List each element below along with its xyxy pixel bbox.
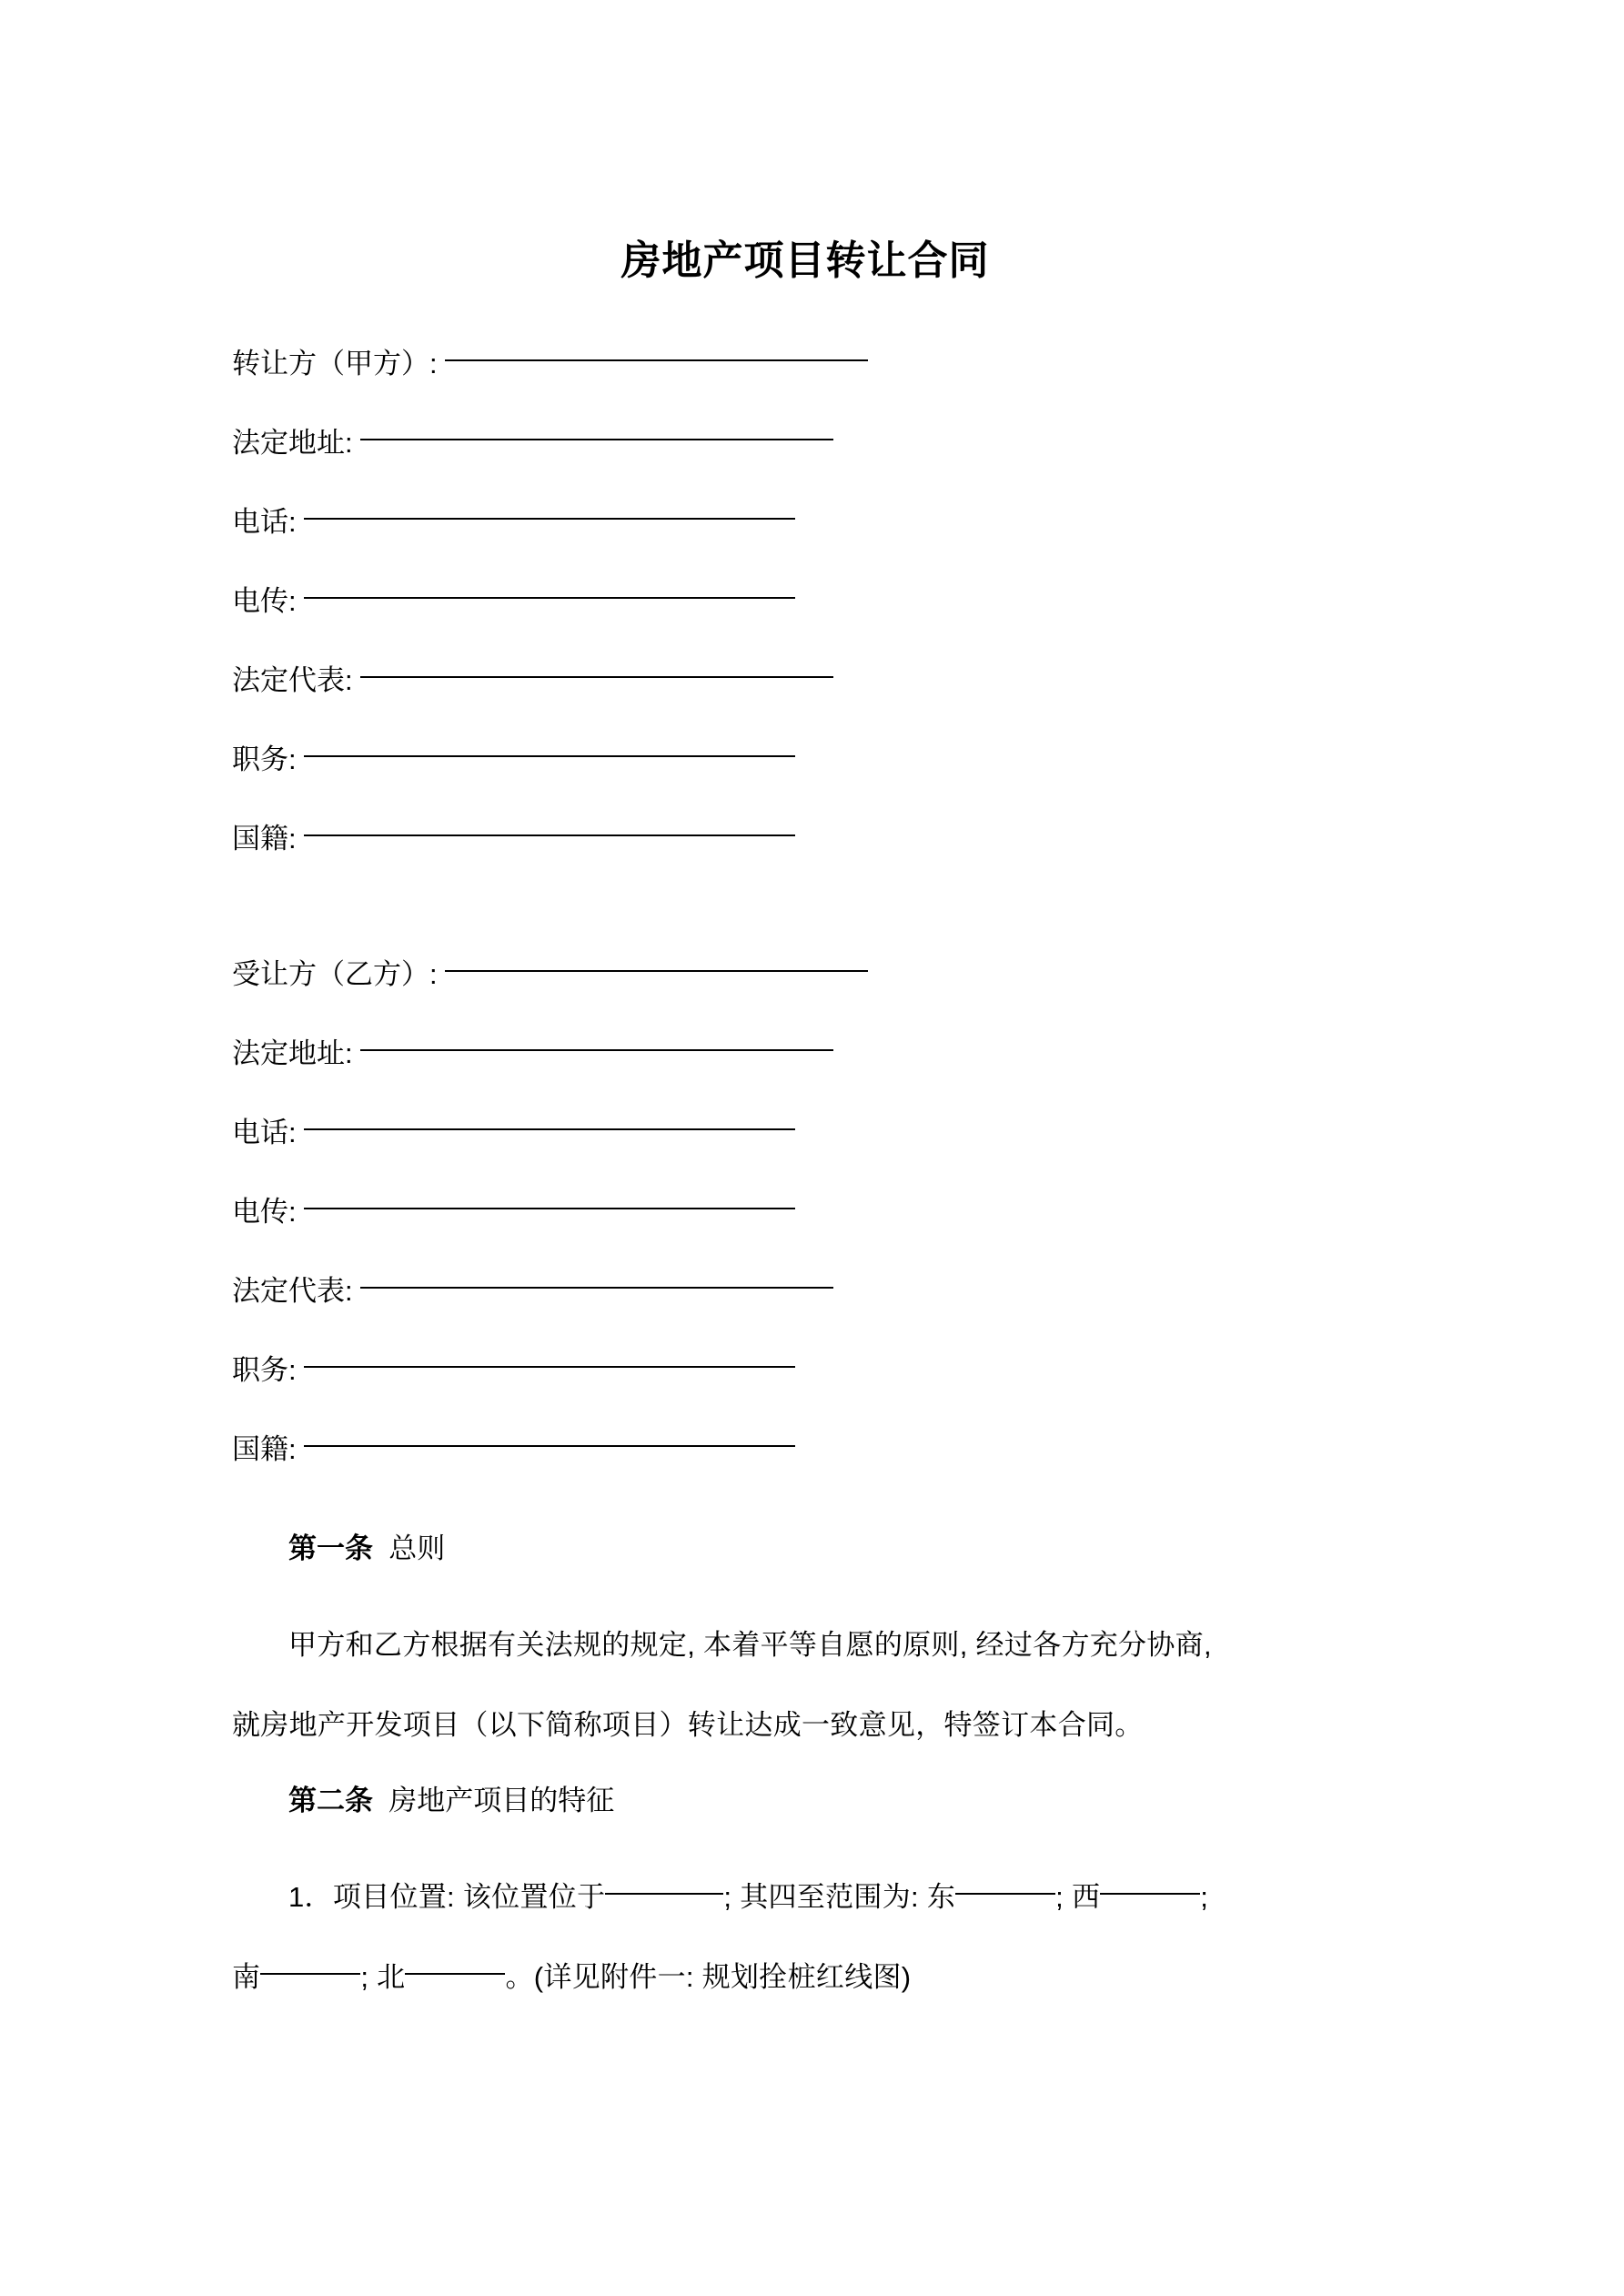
field-label: 职务:: [232, 1354, 297, 1386]
field-row-transferor-phone: [232, 508, 1415, 536]
clause-title: [381, 1532, 389, 1564]
field-blank[interactable]: [304, 518, 795, 520]
field-row-transferor-name: [232, 349, 1415, 378]
field-blank[interactable]: [304, 1366, 795, 1368]
item-text-north: ; 北: [360, 1961, 406, 1993]
field-row-transferee-address: [232, 1039, 1415, 1067]
item-text-south: 南: [232, 1961, 261, 1993]
field-blank[interactable]: [304, 755, 795, 757]
item-text-mid-2: ; 西: [1055, 1881, 1101, 1913]
item-text-attachment-note: 。(详见附件一: 规划拴桩红线图): [505, 1961, 912, 1993]
item-semicolon: ;: [1200, 1881, 1209, 1913]
clause-2-item-1-line-1: [232, 1862, 1415, 1933]
field-label: 职务:: [232, 743, 297, 775]
field-row-transferee-telex: [232, 1198, 1415, 1226]
field-label: 国籍:: [232, 1433, 297, 1465]
transferee-section: [232, 960, 1415, 1463]
field-label: 电话:: [232, 1117, 297, 1148]
clause-1-paragraph-line-1: 甲方和乙方根据有关法规的规定, 本着平等自愿的原则, 经过各方充分协商,: [288, 1629, 1212, 1661]
field-label: 受让方（乙方）:: [232, 958, 438, 990]
clause-title: [381, 1785, 389, 1816]
field-blank[interactable]: [360, 676, 833, 678]
field-row-transferor-position: [232, 745, 1415, 774]
field-label: 法定地址:: [232, 1037, 353, 1069]
field-row-transferee-phone: [232, 1118, 1415, 1147]
field-row-transferor-telex: [232, 587, 1415, 615]
field-blank[interactable]: [304, 597, 795, 599]
field-label: 法定代表:: [232, 664, 353, 696]
clause-title-text: 总则: [388, 1532, 446, 1564]
field-blank[interactable]: [360, 1287, 833, 1289]
clause-heading-2: [232, 1786, 1415, 1815]
field-row-transferee-representative: [232, 1277, 1415, 1305]
field-blank[interactable]: [304, 834, 795, 836]
clause-number: 第二条: [288, 1785, 373, 1816]
field-label: 转让方（甲方）:: [232, 348, 438, 379]
page-title: 房地产项目转让合同: [620, 238, 990, 283]
field-row-transferee-position: [232, 1356, 1415, 1384]
transferor-section: [232, 349, 1415, 853]
item-text-mid-1: ; 其四至范围为: 东: [723, 1881, 956, 1913]
clause-title-text: 房地产项目的特征: [388, 1785, 615, 1816]
field-blank[interactable]: [445, 970, 868, 972]
field-blank[interactable]: [360, 1049, 833, 1051]
clause-spacer: [232, 1514, 1415, 1534]
field-blank[interactable]: [360, 439, 833, 440]
field-row-transferee-nationality: [232, 1435, 1415, 1463]
item-blank-north[interactable]: [405, 1973, 505, 1975]
field-row-transferor-representative: [232, 666, 1415, 694]
section-divider: [232, 904, 1415, 960]
item-text-prefix: 1．项目位置: 该位置位于: [288, 1881, 606, 1913]
item-blank-location[interactable]: [605, 1893, 723, 1895]
field-blank[interactable]: [304, 1445, 795, 1447]
field-label: 法定地址:: [232, 427, 353, 459]
field-blank[interactable]: [304, 1128, 795, 1130]
field-row-transferor-address: [232, 429, 1415, 457]
item-blank-east[interactable]: [955, 1893, 1055, 1895]
clause-2-item-1-line-2: [232, 1942, 1415, 2013]
field-row-transferee-name: [232, 960, 1415, 988]
clause-1-paragraph-line-2: 就房地产开发项目（以下简称项目）转让达成一致意见，特签订本合同。: [232, 1709, 1144, 1741]
field-blank[interactable]: [445, 359, 868, 361]
clause-heading-1: [232, 1534, 1415, 1563]
field-blank[interactable]: [304, 1208, 795, 1209]
clause-number: 第一条: [288, 1532, 373, 1564]
field-row-transferor-nationality: [232, 824, 1415, 853]
field-label: 电传:: [232, 585, 297, 617]
item-blank-west[interactable]: [1100, 1893, 1200, 1895]
field-label: 电传:: [232, 1196, 297, 1228]
field-label: 电话:: [232, 506, 297, 538]
field-label: 国籍:: [232, 823, 297, 855]
field-label: 法定代表:: [232, 1275, 353, 1307]
item-blank-south[interactable]: [260, 1973, 360, 1975]
